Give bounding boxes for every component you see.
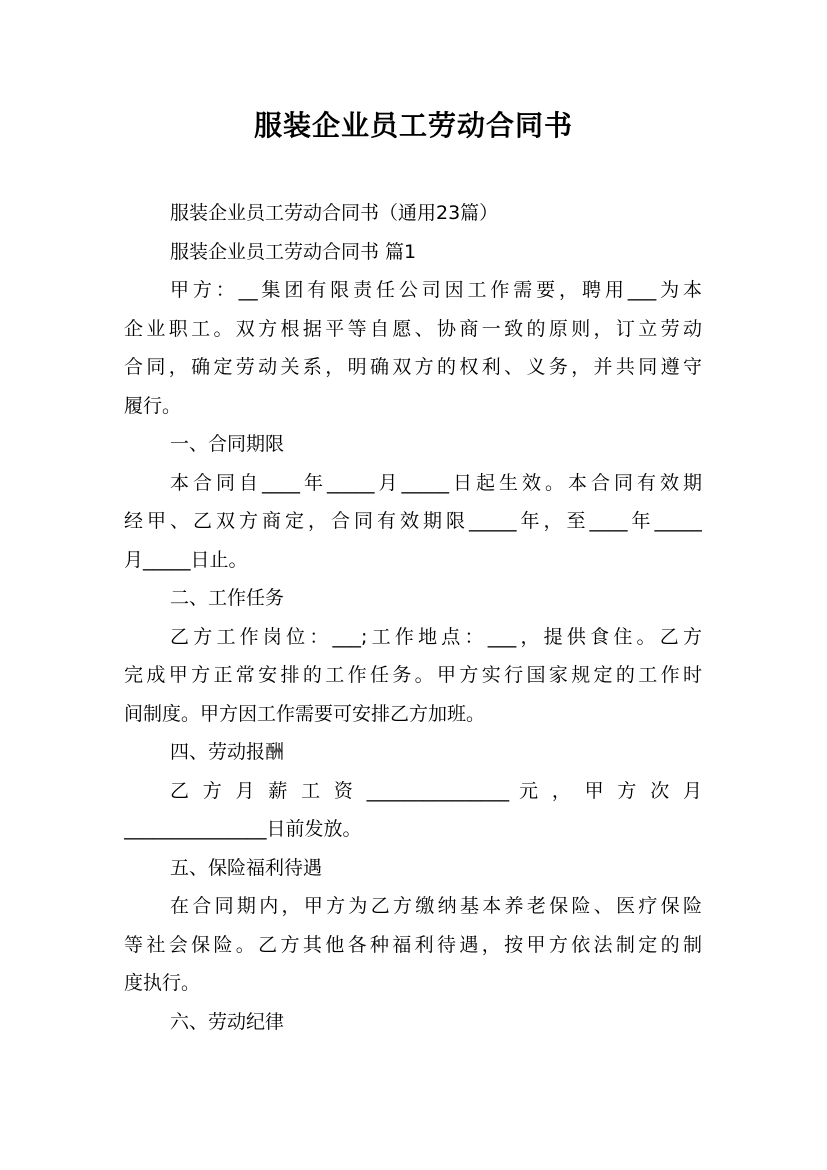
text-line: 甲方：__集团有限责任公司因工作需要，聘用___为本 (170, 279, 702, 301)
text-line: 乙方工作岗位：___;工作地点：___，提供食住。乙方 (170, 625, 702, 648)
text-line: 二、工作任务 (170, 587, 285, 609)
document-title: 服装企业员工劳动合同书 (253, 109, 573, 142)
text-line: 本合同自____年_____月_____日起生效。本合同有效期 (170, 471, 702, 494)
text-line: 四、劳动报酬 (170, 741, 285, 763)
text-line: 乙 方 月 薪 工 资 _______________ 元 ， 甲 方 次 月 (170, 779, 702, 802)
text-line: 在合同期内，甲方为乙方缴纳基本养老保险、医疗保险 (170, 895, 702, 917)
text-line: 服装企业员工劳动合同书 篇1 (170, 240, 417, 263)
text-line: 等社会保险。乙方其他各种福利待遇，按甲方依法制定的制 (124, 933, 702, 956)
text-line: 经甲、乙双方商定，合同有效期限_____年，至____年_____ (124, 510, 702, 532)
text-line: 间制度。甲方因工作需要可安排乙方加班。 (124, 702, 486, 725)
text-line: 六、劳动纪律 (170, 1010, 285, 1033)
text-line: 完成甲方正常安排的工作任务。甲方实行国家规定的工作时 (124, 664, 702, 686)
text-line: _______________日前发放。 (124, 818, 362, 840)
text-line: 服装企业员工劳动合同书（通用23篇） (170, 202, 499, 224)
text-line: 月_____日止。 (124, 548, 248, 571)
text-line: 五、保险福利待遇 (170, 856, 323, 879)
text-line: 履行。 (124, 394, 182, 417)
document-body (124, 194, 702, 1041)
text-line: 企业职工。双方根据平等自愿、协商一致的原则，订立劳动 (124, 317, 702, 340)
text-line: 一、合同期限 (170, 433, 285, 455)
text-line: 合同，确定劳动关系，明确双方的权利、义务，并共同遵守 (124, 356, 702, 378)
text-line: 度执行。 (124, 972, 201, 994)
